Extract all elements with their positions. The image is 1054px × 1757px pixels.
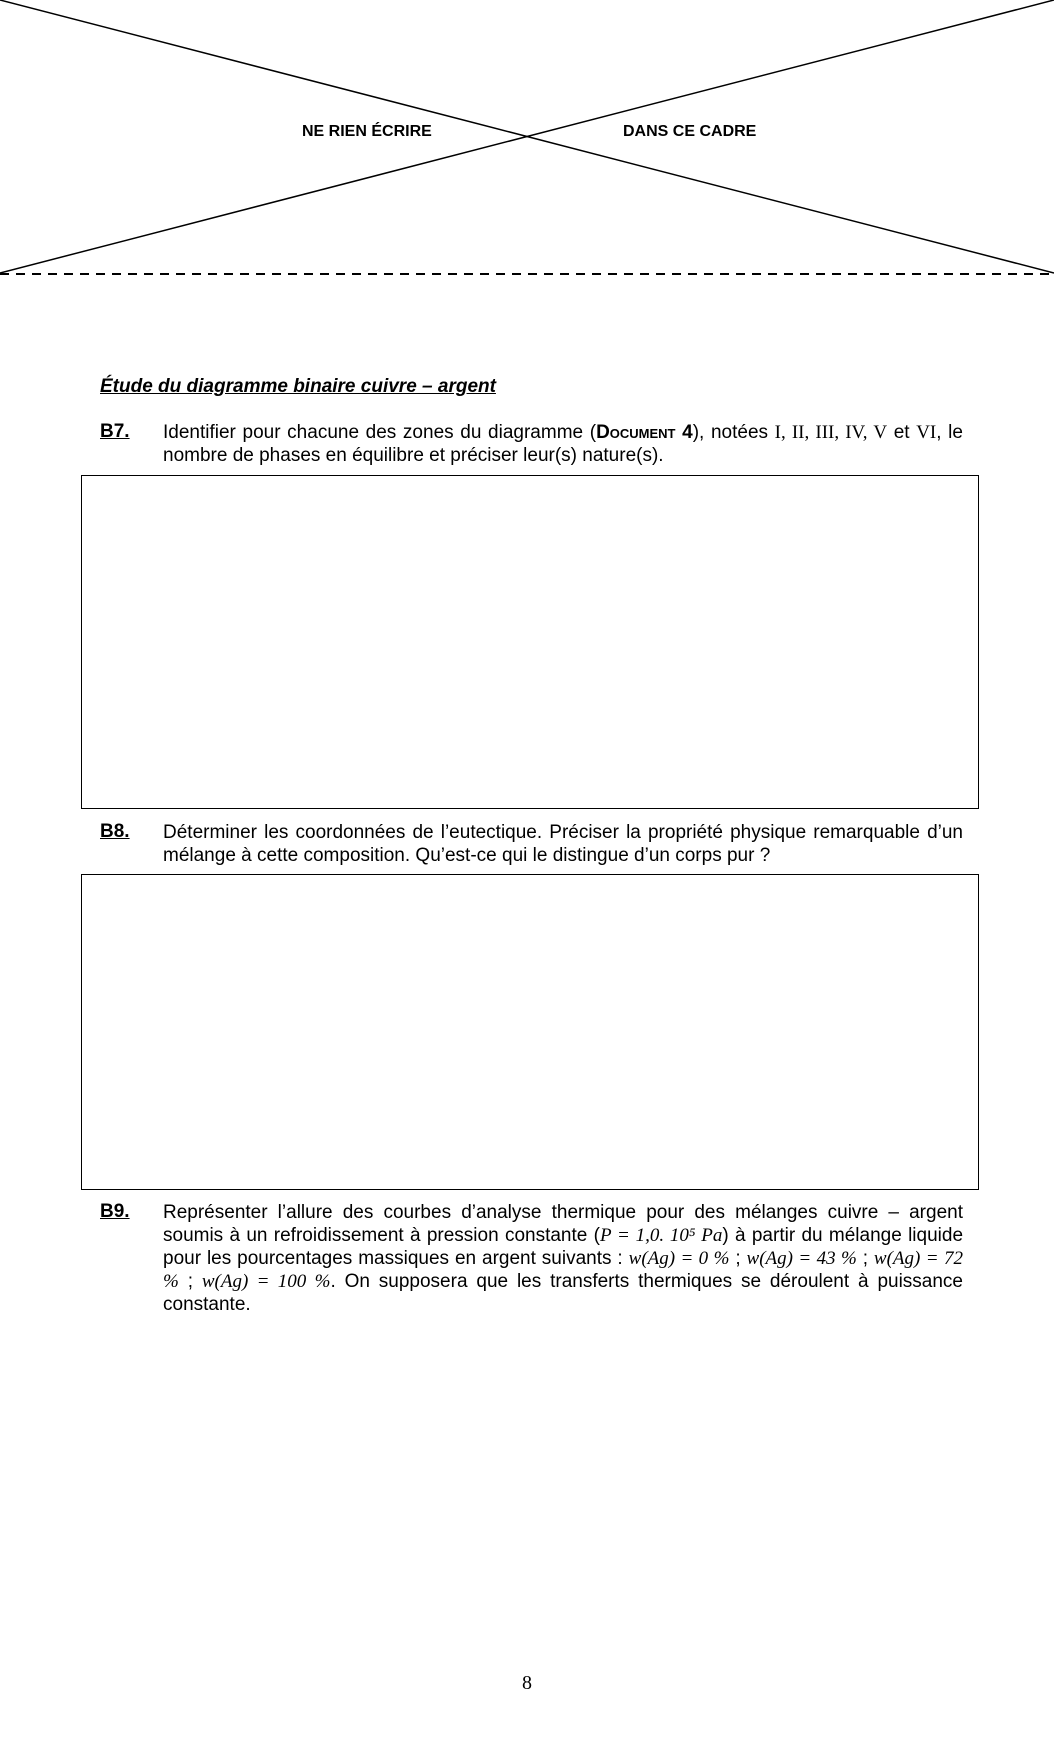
mass-fraction-43: w(Ag) = 43 %	[746, 1248, 857, 1269]
zone-numerals: I, II, III, IV, V	[774, 422, 888, 443]
answer-box-b8[interactable]	[81, 874, 979, 1190]
question-text-b7: Identifier pour chacune des zones du diagramme (Document 4), notées I, II, III, IV, V et VI, le nombre de phases en équilibre et préciser leur(s) nature(s).	[163, 422, 963, 466]
pressure-formula: P = 1,0. 10⁵ Pa	[599, 1225, 723, 1246]
no-write-label-left: NE RIEN ÉCRIRE	[302, 123, 432, 140]
mass-fraction-72: w(Ag) = 72 %	[163, 1248, 963, 1292]
question-text-b8: Déterminer les coordonnées de l’eutectique. Préciser la propriété physique remarquable d’un mélange à cette composition. Qu’est-ce qui le distingue d’un corps pur ?	[163, 822, 963, 866]
mass-fraction-0: w(Ag) = 0 %	[628, 1248, 730, 1269]
question-number-b9: B9.	[100, 1201, 130, 1222]
no-write-label-right: DANS CE CADRE	[623, 123, 757, 140]
mass-fraction-100: w(Ag) = 100 %	[201, 1271, 331, 1292]
answer-box-b7[interactable]	[81, 475, 979, 809]
question-text-b9: Représenter l’allure des courbes d’analyse thermique pour des mélanges cuivre – argent soumis à un refroidissement à pression constante (P = 1,0. 10⁵ Pa) à partir du mélange liquide pour les pourcentages massiques en argent suivants : w(Ag) = 0 % ; w(Ag) = 43 % ; w(Ag) = 72 % ; w(Ag) = 100 %. On supposera que les transferts thermiques se déroulent à puissance constante.	[163, 1202, 964, 1315]
question-number-b7: B7.	[100, 421, 130, 442]
section-title: Étude du diagramme binaire cuivre – argent	[100, 376, 496, 397]
document-reference: Document 4	[596, 422, 693, 443]
question-number-b8: B8.	[100, 821, 130, 842]
no-write-frame	[0, 0, 1054, 280]
page-number: 8	[522, 1672, 532, 1694]
